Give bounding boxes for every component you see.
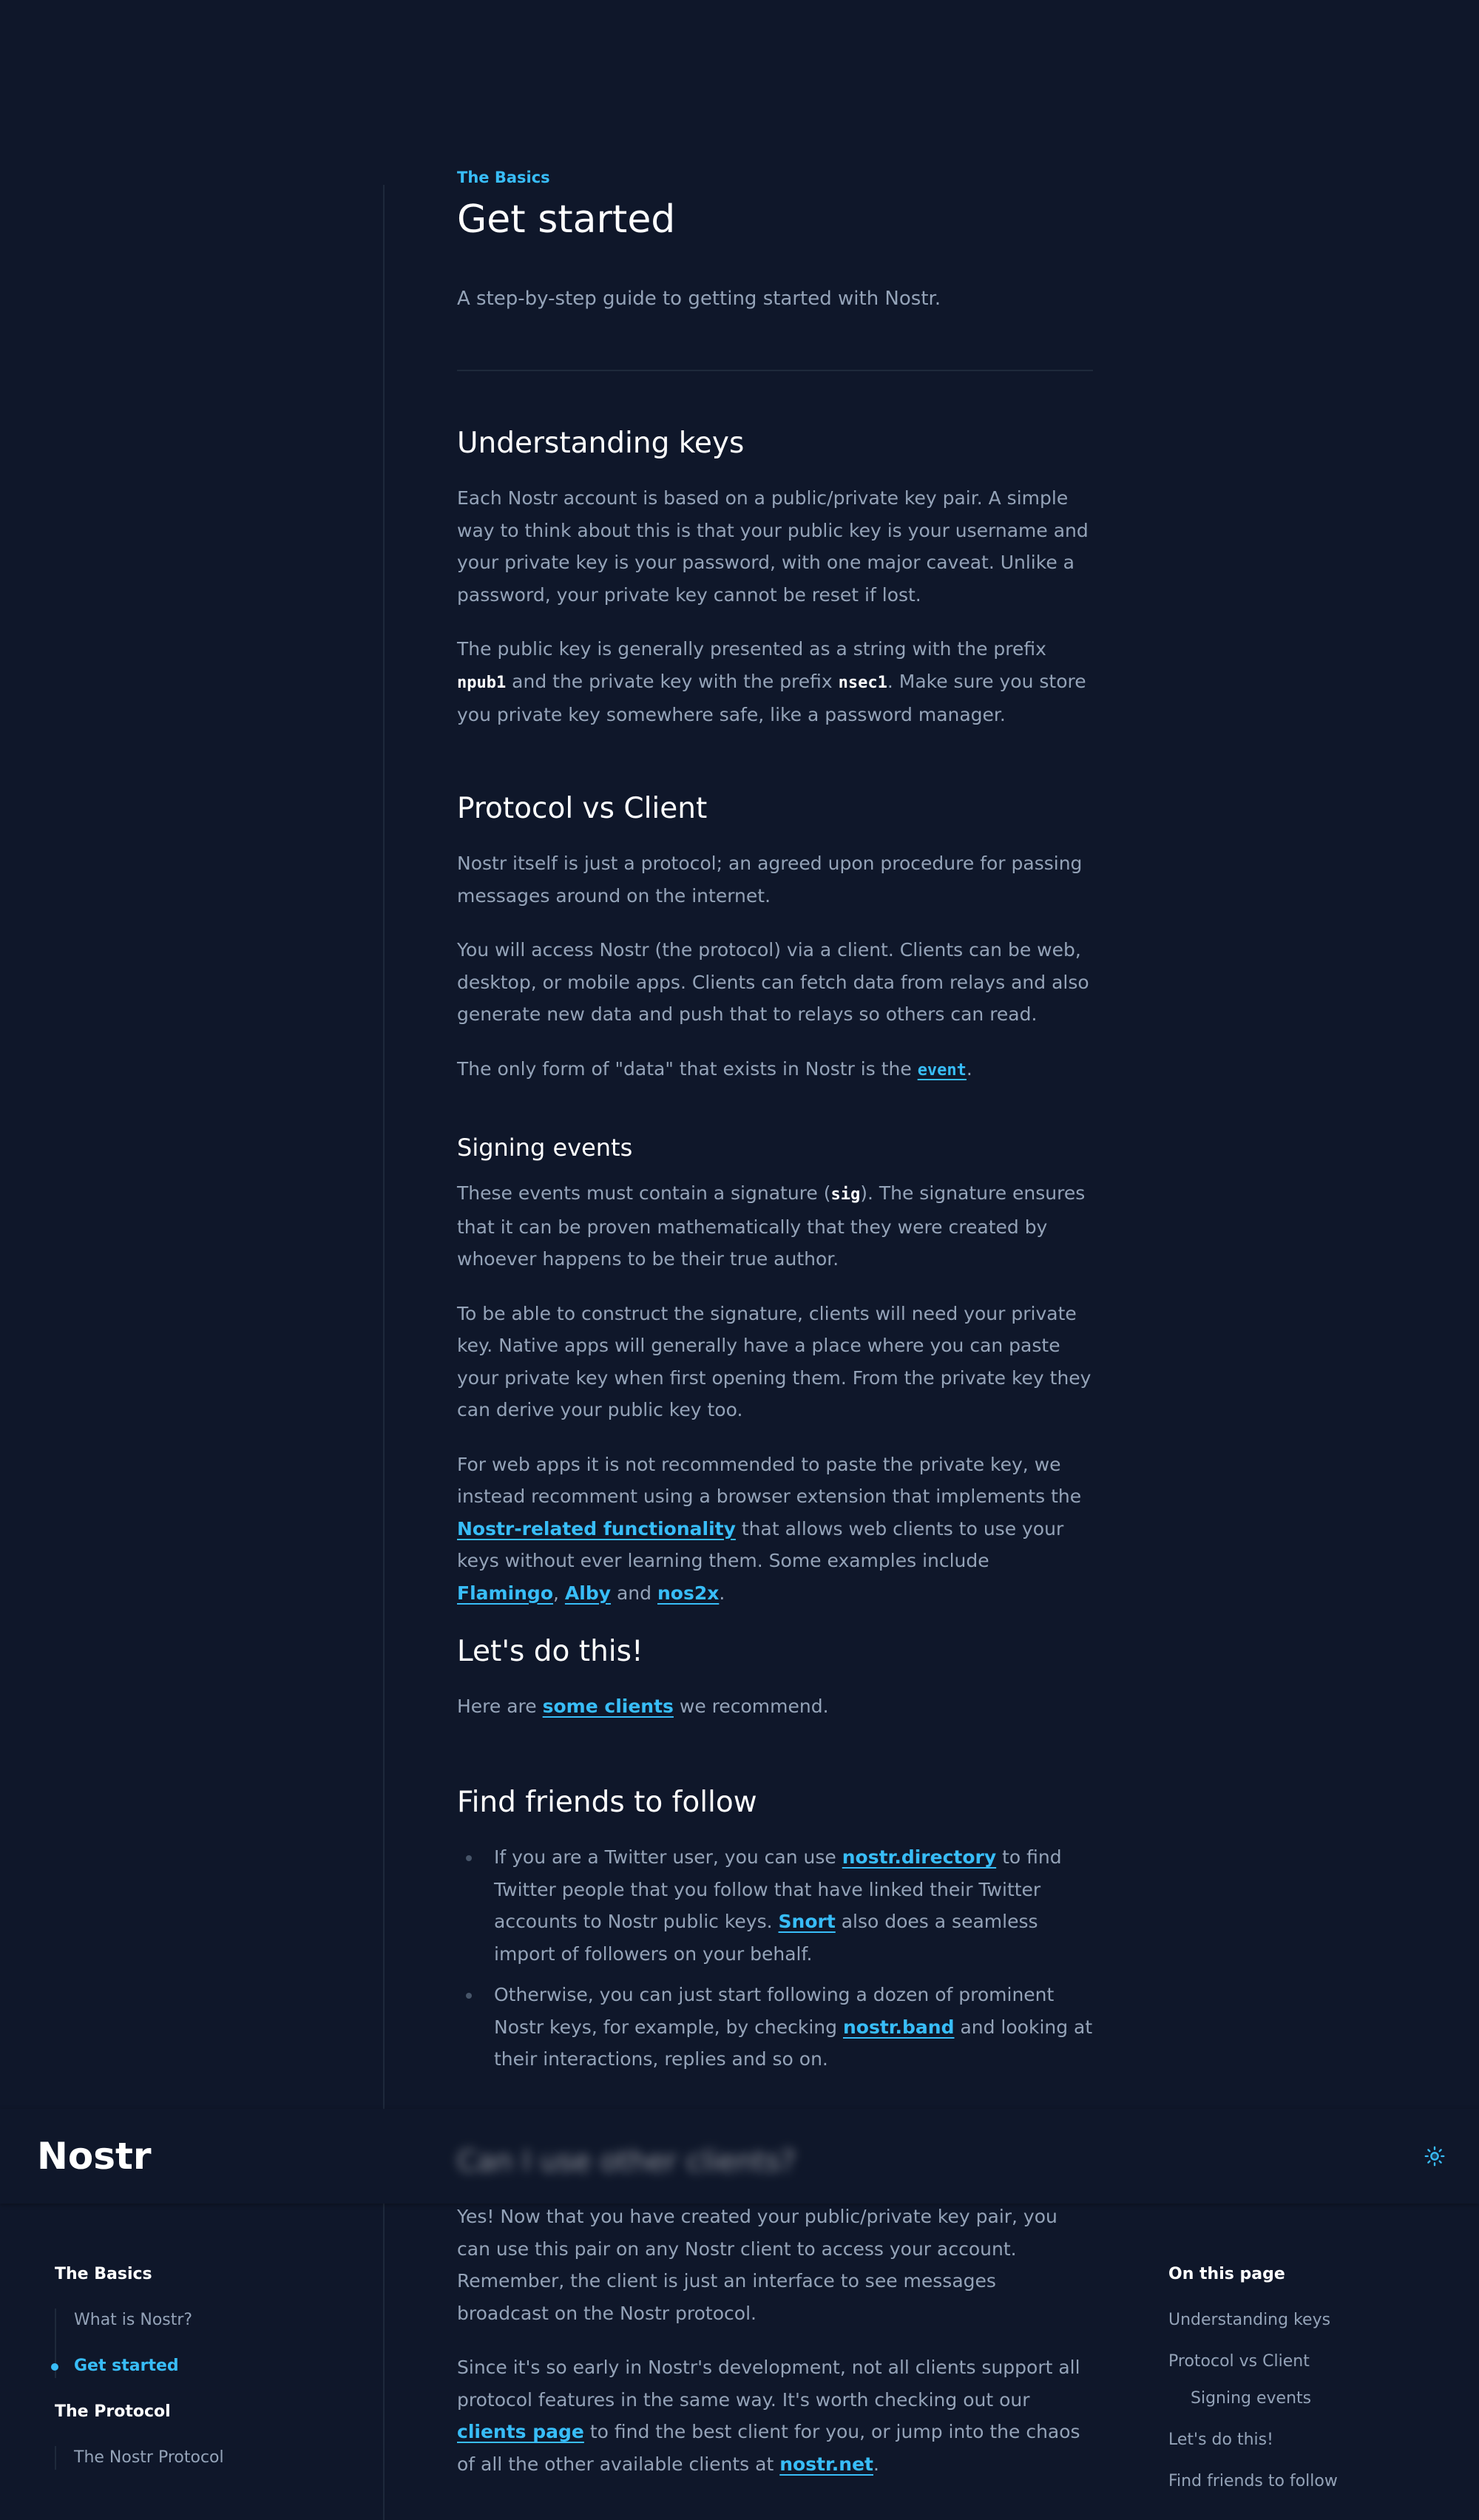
page-title: Get started xyxy=(457,197,676,242)
heading-understanding-keys: Understanding keys xyxy=(457,427,745,460)
event-link[interactable]: event xyxy=(917,1060,967,1080)
page-lead: A step-by-step guide to getting started with Nostr. xyxy=(457,288,941,310)
section-understanding-keys xyxy=(457,423,1093,753)
theme-toggle-button[interactable] xyxy=(1420,2141,1449,2171)
nav-list xyxy=(55,2309,365,2378)
nostr-net-link[interactable]: nostr.net xyxy=(779,2453,873,2475)
clients-page-link[interactable]: clients page xyxy=(457,2421,584,2442)
toc-item-protocol-vs-client[interactable]: Protocol vs Client xyxy=(1168,2352,1310,2371)
top-header xyxy=(0,2109,1479,2204)
nostr-directory-link[interactable]: nostr.directory xyxy=(842,1846,997,1868)
nostr-functionality-link[interactable]: Nostr-related functionality xyxy=(457,1517,736,1540)
section-signing-events xyxy=(457,1131,1093,1631)
nav-section-basics xyxy=(55,2263,365,2378)
sidebar-item-get-started[interactable]: Get started xyxy=(56,2354,365,2378)
nav-section-protocol xyxy=(55,2400,365,2470)
protocol-paragraph-2: You will access Nostr (the protocol) via a client. Clients can be web, desktop, or mobile apps. Clients can fetch data from relays and also generate new data and push that to relays so others can read. xyxy=(457,939,1089,1025)
other-clients-paragraph-1: Yes! Now that you have created your public/private key pair, you can use this pair on any Nostr client to access your account. Remember, the client is just an interface to see messages broadcast on the Nostr protocol. xyxy=(457,2206,1057,2324)
table-of-contents xyxy=(1168,2263,1435,2511)
content-divider xyxy=(383,2204,385,2520)
section-lets-do-this xyxy=(457,1631,1093,1745)
section-other-clients xyxy=(457,2201,1093,2502)
heading-protocol-vs-client: Protocol vs Client xyxy=(457,792,708,825)
toc-item-understanding-keys[interactable]: Understanding keys xyxy=(1168,2311,1331,2329)
protocol-paragraph-1: Nostr itself is just a protocol; an agreed upon procedure for passing messages around on the internet. xyxy=(457,853,1083,907)
content-divider xyxy=(383,185,385,2109)
section-protocol-vs-client xyxy=(457,788,1093,1108)
sun-icon xyxy=(1424,2146,1445,2167)
nsec-code: nsec1 xyxy=(838,673,887,692)
other-clients-paragraph-2: Since it's so early in Nostr's development, not all clients support all protocol features in the same way. It's worth checking out our clients page to find the best client for you, or jump into the chaos of all the other available clients at nostr.net. xyxy=(457,2357,1080,2475)
header-divider xyxy=(457,370,1093,371)
sidebar-nav xyxy=(55,2263,365,2492)
flamingo-link[interactable]: Flamingo xyxy=(457,1582,554,1604)
brand-logo[interactable]: Nostr xyxy=(37,2135,152,2178)
toc-item-lets-do-this[interactable]: Let's do this! xyxy=(1168,2431,1273,2449)
nav-section-title: The Basics xyxy=(55,2265,152,2283)
heading-signing-events: Signing events xyxy=(457,1134,633,1162)
sidebar-item-what-is-nostr[interactable]: What is Nostr? xyxy=(74,2311,193,2329)
nostr-band-link[interactable]: nostr.band xyxy=(842,2016,955,2038)
nav-section-title: The Protocol xyxy=(55,2402,171,2421)
section-eyebrow: The Basics xyxy=(457,169,550,186)
snort-link[interactable]: Snort xyxy=(778,1911,836,1932)
heading-lets-do-this: Let's do this! xyxy=(457,1635,643,1668)
sidebar-item-nostr-protocol[interactable]: The Nostr Protocol xyxy=(74,2448,224,2467)
keys-paragraph-2: The public key is generally presented as a string with the prefix npub1 and the private key with the prefix nsec1. Make sure you store you private key somewhere safe, like a password manager. xyxy=(457,638,1086,725)
protocol-paragraph-3: The only form of "data" that exists in Nostr is the event. xyxy=(457,1057,972,1080)
signing-paragraph-2: To be able to construct the signature, clients will need your private key. Native apps will generally have a place where you can paste your private key when first opening them. From the private key they can derive your public key too. xyxy=(457,1302,1092,1420)
lets-do-paragraph: Here are some clients we recommend. xyxy=(457,1696,829,1717)
some-clients-link[interactable]: some clients xyxy=(542,1696,674,1717)
nos2x-link[interactable]: nos2x xyxy=(657,1582,720,1604)
list-item: Otherwise, you can just start following a dozen of prominent Nostr keys, for example, by checking nostr.band and looking at their interactions, replies and so on. xyxy=(457,1979,1093,2076)
toc-item-find-friends[interactable]: Find friends to follow xyxy=(1168,2472,1338,2490)
friends-list xyxy=(457,1841,1093,2076)
nav-list xyxy=(55,2446,365,2470)
blurred-heading: Can I use other clients? xyxy=(457,2145,796,2178)
list-item: If you are a Twitter user, you can use nostr.directory to find Twitter people that you follow that have linked their Twitter accounts to Nostr public keys. Snort also does a seamless import of followers on your behalf. xyxy=(457,1841,1093,1970)
keys-paragraph-1: Each Nostr account is based on a public/private key pair. A simple way to think about this is that your public key is your username and your private key is your password, with one major caveat. Unlike a password, your private key cannot be reset if lost. xyxy=(457,487,1089,606)
section-find-friends xyxy=(457,1782,1093,2084)
npub-code: npub1 xyxy=(457,673,507,692)
toc-item-signing-events[interactable]: Signing events xyxy=(1191,2389,1312,2408)
alby-link[interactable]: Alby xyxy=(564,1582,612,1604)
toc-title: On this page xyxy=(1168,2265,1285,2283)
heading-find-friends: Find friends to follow xyxy=(457,1786,757,1819)
signing-paragraph-1: These events must contain a signature (sig). The signature ensures that it can be proven mathematically that they were created by whoever happens to be their true author. xyxy=(457,1182,1086,1270)
sig-code: sig xyxy=(830,1185,861,1204)
toc-list xyxy=(1168,2309,1435,2493)
signing-paragraph-3: For web apps it is not recommended to paste the private key, we instead recomment using a browser extension that implements the Nostr-related functionality that allows web clients to use your keys without ever learning them. Some examples include Flamingo, Alby and nos2x. xyxy=(457,1453,1082,1604)
